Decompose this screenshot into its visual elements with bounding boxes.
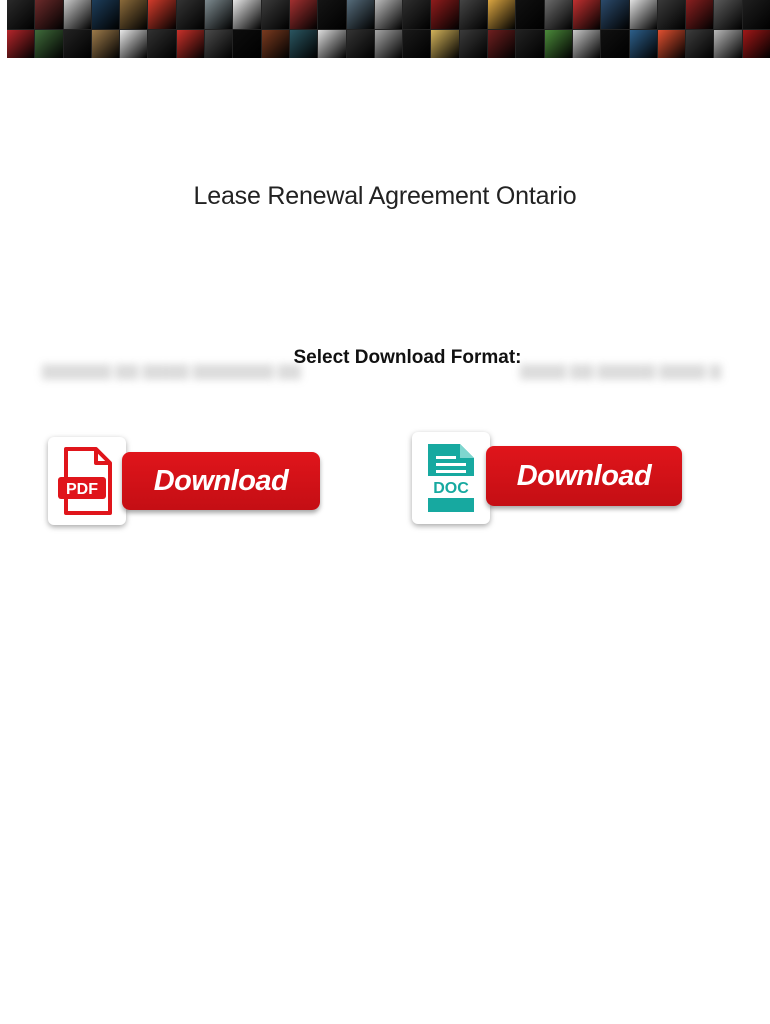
poster-tile: [318, 0, 345, 29]
poster-tile: [347, 0, 374, 29]
poster-tile: [262, 30, 289, 59]
poster-tile: [714, 30, 741, 59]
poster-tile: [35, 30, 62, 59]
doc-download-label[interactable]: Download: [486, 446, 682, 506]
poster-tile: [7, 0, 34, 29]
poster-tile: [290, 0, 317, 29]
poster-tile: [714, 0, 741, 29]
poster-tile: [460, 30, 487, 59]
poster-tile: [630, 30, 657, 59]
poster-tile: [375, 30, 402, 59]
poster-tile: [148, 0, 175, 29]
poster-tile: [92, 0, 119, 29]
poster-tile: [205, 0, 232, 29]
poster-tile: [658, 30, 685, 59]
movie-posters-banner: [7, 0, 770, 58]
poster-tile: [64, 30, 91, 59]
pdf-download-label[interactable]: Download: [122, 452, 320, 510]
poster-tile: [630, 0, 657, 29]
poster-tile: [177, 30, 204, 59]
svg-text:PDF: PDF: [66, 481, 98, 498]
poster-tile: [7, 30, 34, 59]
poster-tile: [516, 0, 543, 29]
poster-tile: [601, 0, 628, 29]
poster-tile: [403, 0, 430, 29]
poster-tile: [403, 30, 430, 59]
blurred-text-left: ▇▇▇▇▇▇ ▇▇ ▇▇▇▇ ▇▇▇▇▇▇▇ ▇▇: [42, 363, 301, 380]
poster-tile: [431, 30, 458, 59]
poster-tile: [233, 0, 260, 29]
poster-tile: [658, 0, 685, 29]
poster-tile: [488, 30, 515, 59]
poster-tile: [375, 0, 402, 29]
poster-tile: [205, 30, 232, 59]
poster-tile: [686, 30, 713, 59]
poster-tile: [177, 0, 204, 29]
poster-tile: [488, 0, 515, 29]
poster-tile: [92, 30, 119, 59]
pdf-download-button[interactable]: [48, 437, 323, 525]
blurred-text-right: ▇▇▇▇ ▇▇ ▇▇▇▇▇ ▇▇▇▇ ▇: [520, 363, 722, 380]
doc-file-icon: [412, 432, 490, 524]
poster-tile: [35, 0, 62, 29]
poster-tile: [233, 30, 260, 59]
poster-tile: [573, 30, 600, 59]
poster-tile: [545, 30, 572, 59]
poster-tile: [573, 0, 600, 29]
poster-tile: [347, 30, 374, 59]
poster-tile: [120, 30, 147, 59]
poster-tile: [460, 0, 487, 29]
poster-tile: [516, 30, 543, 59]
poster-tile: [64, 0, 91, 29]
poster-tile: [318, 30, 345, 59]
poster-tile: [743, 0, 770, 29]
poster-tile: [120, 0, 147, 29]
poster-tile: [262, 0, 289, 29]
poster-tile: [545, 0, 572, 29]
poster-tile: [148, 30, 175, 59]
poster-tile: [686, 0, 713, 29]
poster-tile: [601, 30, 628, 59]
page-title: Lease Renewal Agreement Ontario: [193, 182, 577, 210]
svg-text:DOC: DOC: [433, 480, 469, 497]
poster-tile: [290, 30, 317, 59]
poster-tile: [743, 30, 770, 59]
pdf-file-icon: [48, 437, 126, 525]
doc-download-button[interactable]: [412, 432, 684, 524]
poster-tile: [431, 0, 458, 29]
select-download-format-label: Select Download Format:: [293, 347, 522, 368]
